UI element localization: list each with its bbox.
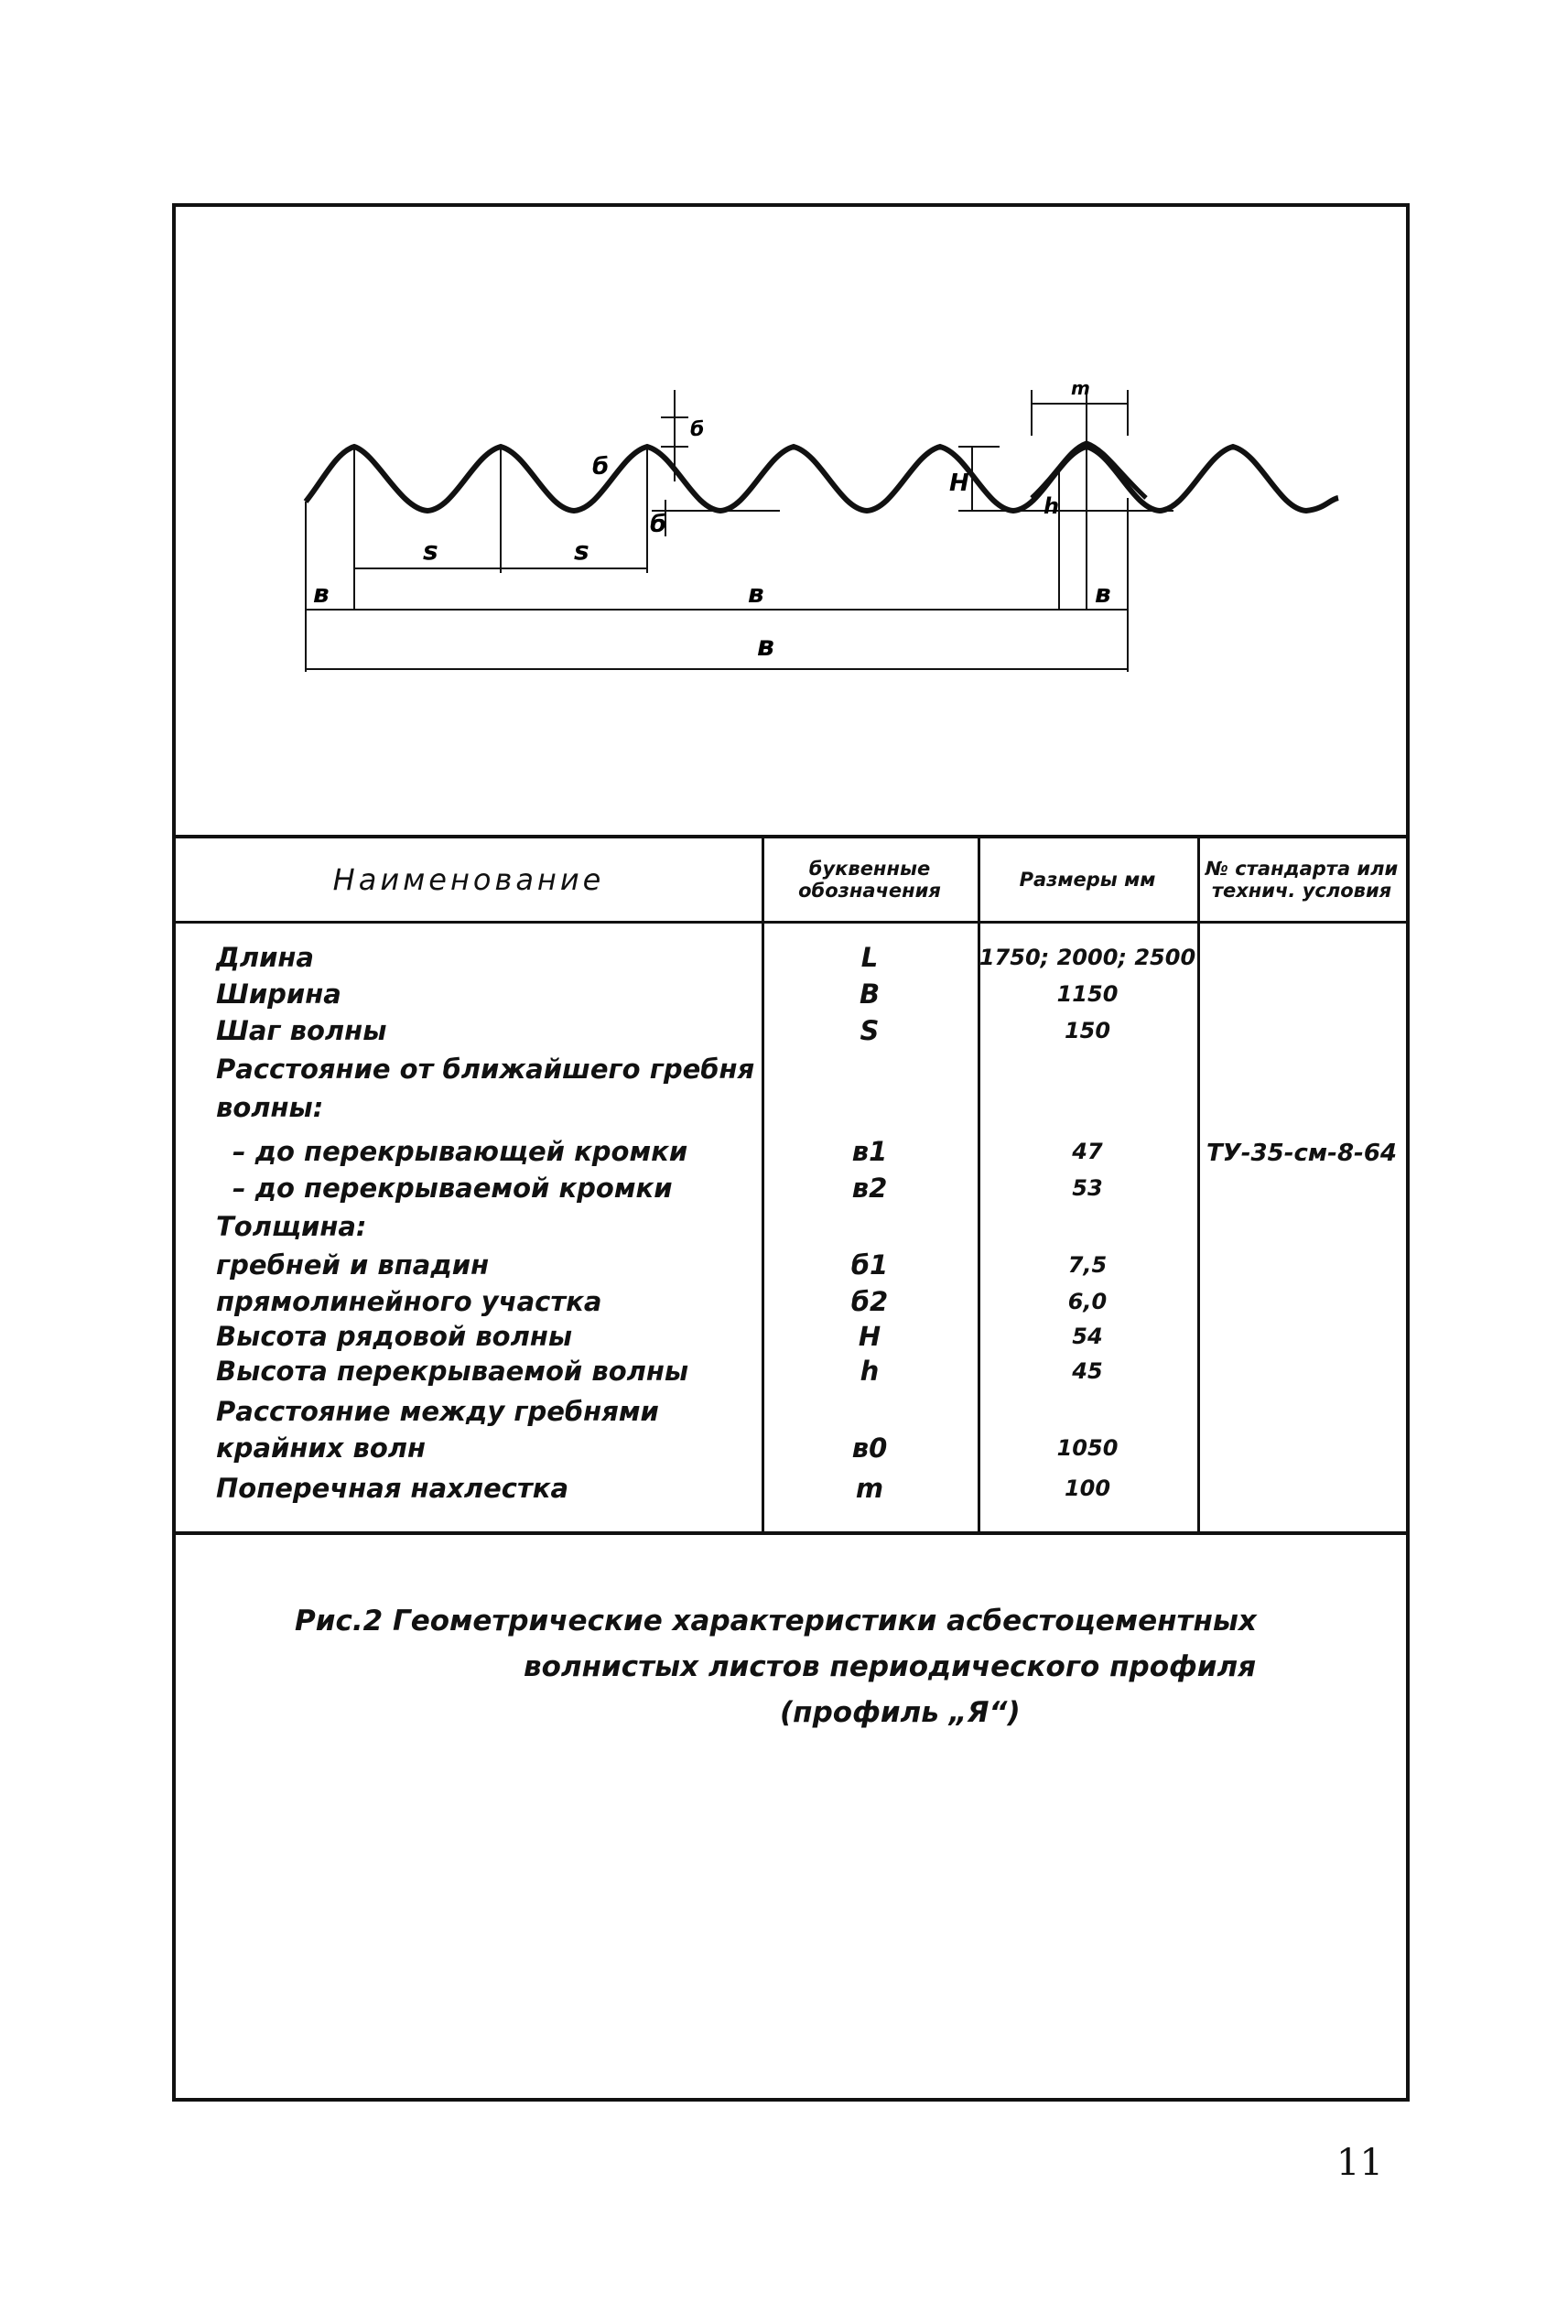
wave-profile [306, 447, 1338, 511]
row-name: Расстояние от ближайшего гребня [216, 1054, 755, 1085]
row-value: 100 [1064, 1475, 1111, 1501]
row-value: 150 [1064, 1018, 1111, 1043]
row-symbol: H [858, 1321, 881, 1352]
row-value: 45 [1072, 1358, 1103, 1384]
label-b2-small: б [690, 418, 705, 441]
row-name: гребней и впадин [216, 1249, 490, 1281]
row-symbol: в1 [851, 1136, 888, 1167]
label-v2: в [1095, 578, 1111, 609]
label-s1: s [423, 535, 438, 566]
header-standard: № стандарта или технич. условия [1205, 858, 1399, 902]
profile-svg [176, 207, 1406, 838]
row-name: Высота рядовой волны [216, 1321, 573, 1352]
row-value: 1750; 2000; 2500 [979, 945, 1196, 970]
label-m: m [1071, 377, 1090, 399]
row-name: крайних волн [216, 1432, 427, 1464]
header-sizes: Размеры мм [1019, 869, 1156, 891]
characteristics-table [176, 835, 1406, 1535]
label-H: H [949, 470, 969, 497]
page-number: 11 [1336, 2142, 1383, 2184]
label-s2: s [574, 535, 589, 566]
row-symbol: m [855, 1473, 884, 1504]
row-name: волны: [216, 1092, 324, 1123]
header-symbols: буквенные обозначения [798, 858, 941, 902]
row-symbol: L [860, 942, 879, 973]
row-value: 53 [1072, 1175, 1103, 1201]
row-value: 7,5 [1067, 1252, 1108, 1278]
row-name: прямолинейного участка [216, 1286, 602, 1317]
label-b-small: б [592, 453, 610, 481]
row-name: Расстояние между гребнями [216, 1396, 659, 1427]
row-symbol: в0 [851, 1432, 888, 1464]
row-name: – до перекрываемой кромки [232, 1173, 673, 1204]
col-separator-3 [1197, 838, 1200, 1531]
row-value: 47 [1072, 1139, 1103, 1164]
caption-line-2: волнистых листов периодического профиля [524, 1650, 1257, 1683]
row-symbol: B [859, 978, 881, 1010]
row-value: 1150 [1056, 981, 1119, 1007]
header-name: Наименование [332, 862, 605, 897]
label-h: h [1044, 493, 1060, 519]
label-v0: в [748, 578, 764, 609]
row-symbol: h [860, 1356, 880, 1387]
row-symbol: в2 [851, 1173, 888, 1204]
row-symbol: S [860, 1015, 880, 1046]
label-v1: в [313, 578, 330, 609]
figure-frame [172, 203, 1410, 2102]
row-value: 54 [1072, 1324, 1103, 1349]
profile-drawing [176, 207, 1406, 838]
row-name: – до перекрывающей кромки [232, 1136, 688, 1167]
row-name: Ширина [216, 978, 341, 1010]
row-name: Толщина: [216, 1211, 367, 1242]
row-name: Поперечная нахлестка [216, 1473, 569, 1504]
caption-line-3: (профиль „Я“) [780, 1696, 1021, 1729]
row-symbol: б1 [850, 1249, 889, 1281]
row-name: Высота перекрываемой волны [216, 1356, 689, 1387]
label-v: в [757, 631, 774, 663]
label-b1-small: б [650, 511, 667, 538]
row-name: Шаг волны [216, 1015, 387, 1046]
header-separator [176, 921, 1406, 924]
row-symbol: б2 [850, 1286, 889, 1317]
row-value: 6,0 [1067, 1289, 1108, 1314]
row-name: Длина [216, 942, 314, 973]
caption-line-1: Рис.2 Геометрические характеристики асбестоцементных [295, 1605, 1257, 1638]
row-value: 1050 [1056, 1435, 1119, 1461]
figure-caption [176, 1598, 1406, 1735]
standard-reference: ТУ-35-см-8-64 [1206, 1140, 1398, 1167]
